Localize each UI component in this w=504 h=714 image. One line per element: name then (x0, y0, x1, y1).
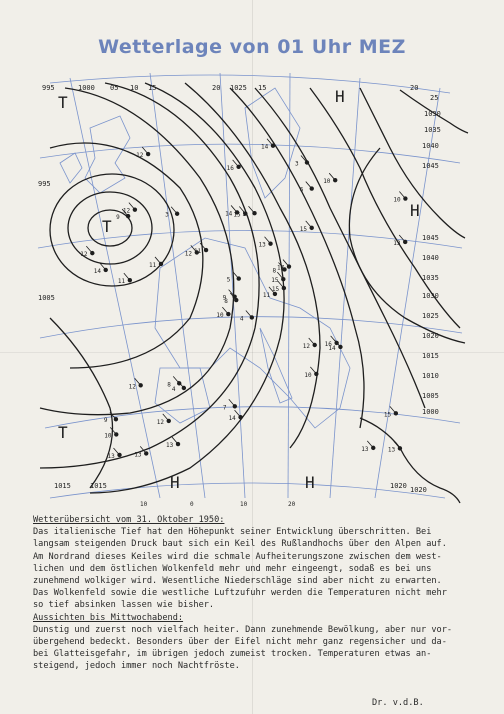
station-value: 16 (226, 164, 234, 172)
isobar-label: 1020 (410, 486, 427, 494)
station-value: 10 (104, 432, 112, 440)
isobar-label: 1030 (424, 110, 441, 118)
station-value: 8 (272, 267, 277, 275)
isobar-label: 10 (130, 84, 139, 92)
station-value: 5 (226, 276, 231, 284)
latitude-line (50, 483, 445, 498)
coastline-ireland (60, 153, 82, 183)
isobar-label: 1040 (422, 142, 439, 150)
high-pressure-marker: H (335, 87, 345, 106)
low-pressure-marker: T (58, 423, 68, 442)
station-value: 6 (299, 186, 304, 194)
station-value: 12 (156, 418, 164, 426)
meridian-line (288, 73, 290, 498)
isobar-label: 1015 (54, 482, 71, 490)
station-value: 9 (116, 214, 120, 222)
isobar (50, 143, 203, 368)
isobar-label: 20 (410, 84, 419, 92)
station-value: 11 (194, 248, 202, 256)
station-value: 14 (225, 210, 233, 218)
station-value: 10 (216, 312, 224, 320)
station-value: 4 (239, 315, 244, 323)
meridian-label: 10 (140, 501, 148, 508)
isobar-label: 20 (212, 84, 221, 92)
station-value: 12 (302, 343, 310, 351)
isobar-label: 1040 (422, 254, 439, 262)
station-value: 14 (93, 267, 101, 275)
wind-barb (110, 412, 116, 419)
page-title: Wetterlage von 01 Uhr MEZ (98, 36, 406, 58)
isobar-label: 1035 (422, 274, 439, 282)
isobar-label: 1005 (38, 294, 55, 302)
isobar-label: 05 (110, 84, 119, 92)
low-pressure-marker: T (58, 93, 68, 112)
station-value: 10 (323, 178, 331, 186)
station-value: 10 (304, 371, 312, 379)
isobar-label: 1030 (422, 292, 439, 300)
wind-barb (306, 182, 312, 189)
wind-barb (173, 376, 179, 383)
station-value: 3 (294, 160, 299, 168)
high-pressure-marker: H (410, 201, 420, 220)
wind-barb (229, 399, 235, 406)
station-value: 9 (222, 294, 227, 302)
isobar-label: 1025 (422, 312, 439, 320)
station-value: 13 (258, 241, 266, 249)
isobar-label: 1005 (422, 392, 439, 400)
high-pressure-marker: H (305, 473, 315, 492)
station-value: 14 (228, 415, 236, 423)
meridian-label: 0 (190, 501, 194, 508)
station-value: 8 (224, 298, 228, 306)
station-value: 5 (242, 211, 247, 219)
station-value: 14 (328, 344, 336, 352)
meridian-label: 10 (240, 501, 248, 508)
station-value: 15 (271, 286, 280, 294)
high-pressure-marker: H (170, 473, 180, 492)
station-value: 15 (233, 211, 241, 219)
signature: Dr. v.d.B. (372, 698, 424, 708)
wind-barb (171, 207, 177, 214)
isobar-label: 1000 (78, 84, 95, 92)
isobar-label: 1010 (422, 372, 439, 380)
weather-map (30, 68, 470, 508)
station-value: 9 (103, 417, 108, 425)
outlook-heading: Aussichten bis Mittwochabend: (33, 612, 184, 623)
isobar-label: 995 (38, 180, 51, 188)
station-value: 8 (167, 381, 171, 389)
outlook-body: Dunstig und zuerst noch vielfach heiter. Dann zunehmende Bewölkung, aber nur vor- übergehend bedeckt. Besonders über der Eifel nicht mehr ganz regensicher und da- bei Glatteisgefahr, im übrigen jedoch zumeist trocken. Temperaturen etwas an- steigend, jedoch immer noch Nachtfröste. (33, 624, 453, 672)
station-value: 13 (107, 452, 115, 460)
forecast-heading: Wetterübersicht vom 31. Oktober 1950: (33, 515, 225, 525)
station-value: 13 (361, 445, 369, 453)
isobar-label: 1015 (422, 352, 439, 360)
latitude-line (40, 317, 462, 338)
station-value: 3 (165, 211, 169, 219)
station-value: 13 (387, 446, 396, 454)
station-value: 12 (136, 152, 144, 160)
isobar-label: 1025 (230, 84, 247, 92)
station-value: 13 (393, 239, 401, 247)
station-value: 14 (260, 143, 269, 151)
isobar-label: 15 (258, 84, 267, 92)
meridian-label: 20 (288, 501, 296, 508)
isobar-label: 1000 (422, 408, 439, 416)
station-value: 11 (149, 261, 157, 269)
station-value: 16 (324, 340, 332, 348)
station-value: 12 (80, 251, 88, 259)
isobar-label: 15 (148, 84, 157, 92)
station-value: 13 (134, 451, 142, 459)
low-pressure-marker: T (102, 217, 112, 236)
station-value: 15 (383, 411, 392, 419)
coastline-scandinavia (245, 88, 300, 198)
isobar-label: 1020 (422, 332, 439, 340)
station-value: 12 (184, 250, 193, 258)
isobar-label: 1015 (90, 482, 107, 490)
isobar-label: 1045 (422, 162, 439, 170)
station-value: 12 (128, 383, 136, 391)
station-value: 12 (122, 207, 131, 215)
isobar-label: 1035 (424, 126, 441, 134)
isobar-label: 1020 (390, 482, 407, 490)
coastline-italy (260, 328, 292, 403)
station-value: 13 (166, 442, 174, 450)
station-value: 15 (271, 277, 279, 285)
forecast-section (33, 514, 473, 673)
coastline-europe (155, 238, 350, 428)
meridian-line (220, 73, 245, 498)
forecast-body: Das italienische Tief hat den Höhepunkt seiner Entwicklung überschritten. Bei langsam steigenden Druck baut sich ein Keil des Rußlandhochs über den Alpen auf. Am Nordrand dieses Keiles wird die schmale Aufheiterungszone zwischen dem west- lichen und dem östlichen Wolkenfeld mehr und mehr eingeengt, sodaß es bei uns zunehmend wolkiger wird. Wesentliche Niederschläge sind aber nicht zu erwarten. Das Wolkenfeld sowie die westliche Luftzufuhr werden die Temperaturen nicht mehr so tief absinken lassen wie bisher. (33, 527, 447, 611)
station-value: 17 (276, 264, 285, 272)
wind-barb (249, 206, 255, 213)
coastline-british-isles (85, 116, 130, 193)
isobar (185, 83, 320, 448)
station-value: 7 (222, 404, 227, 412)
station-value: 11 (262, 291, 271, 299)
station-value: 11 (117, 278, 126, 286)
isobar-label: 1045 (422, 234, 439, 242)
isobar-label: 995 (42, 84, 55, 92)
station-value: 10 (393, 196, 401, 204)
station-value: 15 (299, 225, 307, 233)
station-value: 4 (171, 386, 176, 394)
isobar-label: 25 (430, 94, 439, 102)
